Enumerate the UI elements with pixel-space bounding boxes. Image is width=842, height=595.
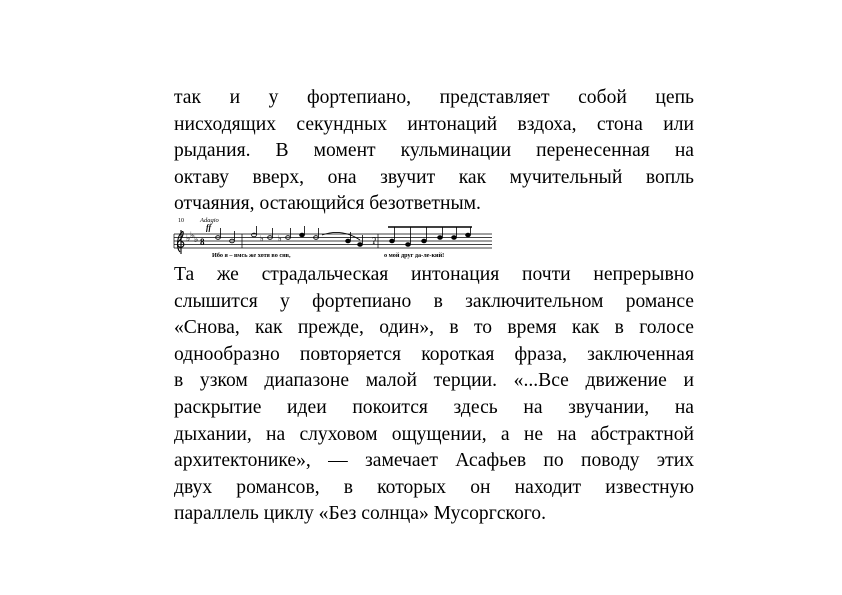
text-line: однообразно повторяется короткая фраза, заключенная bbox=[174, 343, 694, 365]
treble-clef-icon bbox=[178, 230, 184, 254]
example-number: 10 bbox=[178, 218, 184, 224]
text-line: «Снова, как прежде, один», в то время как в голосе bbox=[174, 317, 694, 339]
dynamic-marking: ff bbox=[206, 223, 212, 232]
tempo-marking: Adagio bbox=[200, 217, 219, 224]
paragraph-2 bbox=[174, 262, 694, 528]
staff bbox=[174, 234, 492, 248]
time-signature-icon: 8 bbox=[200, 237, 205, 247]
text-line: Та же страдальческая интонация почти непрерывно bbox=[174, 264, 694, 285]
text-line: нисходящих секундных интонаций вздоха, стона или bbox=[174, 113, 694, 135]
text-line: дыхании, на слуховом ощущении, а не на абстрактной bbox=[174, 423, 694, 445]
text-line: слышится у фортепиано в заключительном романсе bbox=[174, 290, 694, 312]
text-line: архитектонике», — замечает Асафьев по поводу этих bbox=[174, 450, 694, 472]
lyrics-left: Ибо я – вмсь же хотя во снв, bbox=[212, 252, 291, 259]
text-line: отчаяния, остающийся безответным. bbox=[174, 193, 481, 215]
text-line: в узком диапазоне малой терции. «...Все движение и bbox=[174, 370, 694, 392]
svg-text:♭: ♭ bbox=[190, 230, 195, 240]
svg-text:♭: ♭ bbox=[186, 233, 191, 243]
text-line: октаву вверх, она звучит как мучительный вопль bbox=[174, 166, 694, 188]
text-line: параллель циклу «Без солнца» Мусоргского. bbox=[174, 503, 546, 525]
key-signature-icon bbox=[186, 230, 198, 244]
svg-text:♭: ♭ bbox=[278, 234, 282, 243]
music-example bbox=[172, 214, 494, 260]
lyrics-right: о мой друг да-ле-кий! bbox=[384, 252, 445, 259]
svg-text:ʔ: ʔ bbox=[372, 236, 376, 246]
text-line: рыдания. В момент кульминации перенесенная на bbox=[174, 140, 694, 162]
svg-text:♭: ♭ bbox=[260, 234, 264, 243]
text-line: раскрытие идеи покоится здесь на звучании, на bbox=[174, 396, 694, 418]
text-line: двух романсов, в которых он находит известную bbox=[174, 476, 694, 498]
text-line: так и у фортепиано, представляет собой цепь bbox=[174, 87, 694, 108]
svg-text:♭: ♭ bbox=[194, 234, 199, 244]
paragraph-1 bbox=[174, 85, 694, 218]
